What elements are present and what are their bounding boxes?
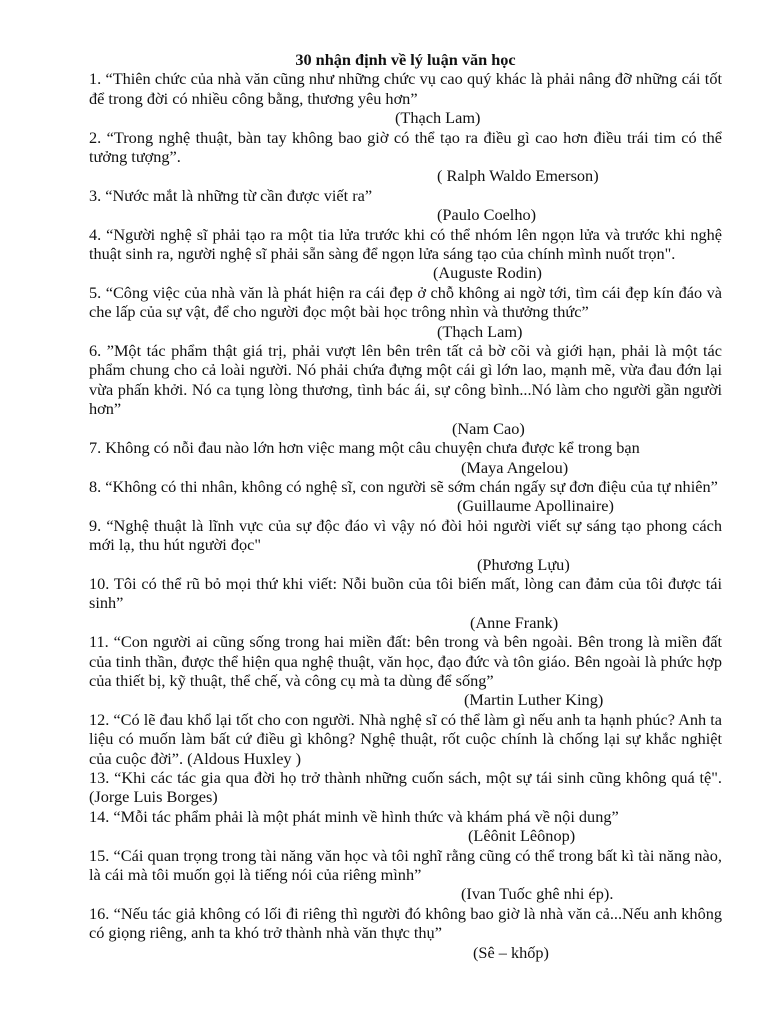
quote-author: ( Ralph Waldo Emerson) [437,166,599,186]
quote-text: 12. “Có lẽ đau khổ lại tốt cho con người. Nhà nghệ sĩ có thể làm gì nếu anh ta hạnh phúc? Anh ta liệu có muốn làm bất cứ điều gì không? Nghệ thuật, rốt cuộc chính là chống lại sự khắc nghiệt của cuộc đời”. (Aldous Huxley ) [89,709,722,768]
quote-author: (Ivan Tuốc ghê nhi ép). [461,884,614,904]
quote-text: 2. “Trong nghệ thuật, bàn tay không bao giờ có thể tạo ra điều gì cao hơn điều trái tim có thể tưởng tượng”. [89,127,722,167]
quote-text: 14. “Mỗi tác phẩm phải là một phát minh về hình thức và khám phá về nội dung” [89,806,619,826]
quote-author: (Nam Cao) [452,418,525,438]
document-title: 30 nhận định về lý luận văn học [295,50,516,69]
quote-author: (Lêônit Lêônop) [468,826,576,846]
quote-author: (Sê – khốp) [473,942,549,962]
quote-text: 7. Không có nỗi đau nào lớn hơn việc mang một câu chuyện chưa được kể trong bạn [89,438,640,458]
quote-author: (Maya Angelou) [461,457,569,477]
quote-author: (Thạch Lam) [395,108,481,128]
quote-text: 9. “Nghệ thuật là lĩnh vực của sự độc đáo vì vậy nó đòi hỏi người viết sự sáng tạo phong cách mới lạ, thu hút người đọc" [89,515,722,555]
quote-text: 13. “Khi các tác gia qua đời họ trở thành những cuốn sách, một sự tái sinh cũng không quá tệ". (Jorge Luis Borges) [89,768,722,807]
quote-author: (Martin Luther King) [464,690,604,710]
quote-text: 6. ”Một tác phẩm thật giá trị, phải vượt lên bên trên tất cả bờ cõi và giới hạn, phải là một tác phẩm chung cho cả loài người. Nó phải chứa đựng một cái gì lớn lao, mạnh mẽ, vừa đau đớn lại vừa phấn khởi. Nó ca tụng lòng thương, tình bác ái, sự công bình...Nó làm cho người gần người hơn” [89,341,722,419]
quote-author: (Paulo Coelho) [437,205,537,225]
quote-text: 10. Tôi có thể rũ bỏ mọi thứ khi viết: Nỗi buồn của tôi biến mất, lòng can đảm của tôi được tái sinh” [89,573,722,613]
quote-text: 1. “Thiên chức của nhà văn cũng như những chức vụ cao quý khác là phải nâng đỡ những cái tốt để trong đời có nhiều công bằng, thương yêu hơn” [89,69,722,108]
quote-author: (Phương Lựu) [477,554,570,574]
quote-author: (Guillaume Apollinaire) [457,496,614,516]
quote-text: 11. “Con người ai cũng sống trong hai miền đất: bên trong và bên ngoài. Bên trong là miền đất của tinh thần, được thể hiện qua nghệ thuật, văn học, đạo đức và tôn giáo. Bên ngoài là phức hợp của thiết bị, kỹ thuật, thể chế, và công cụ mà ta dùng để sống” [89,632,722,690]
quote-author: (Anne Frank) [470,612,559,632]
quote-author: (Thạch Lam) [437,321,523,341]
quote-text: 5. “Công việc của nhà văn là phát hiện ra cái đẹp ở chỗ không ai ngờ tới, tìm cái đẹp kín đáo và che lấp của sự vật, để cho người đọc một bài học trông nhìn và thưởng thức” [89,282,722,322]
quote-text: 15. “Cái quan trọng trong tài năng văn học và tôi nghĩ rằng cũng có thể trong bất kì tài năng nào, là cái mà tôi muốn gọi là tiếng nói của riêng mình” [89,845,722,885]
quote-text: 16. “Nếu tác giả không có lối đi riêng thì người đó không bao giờ là nhà văn cả...Nếu anh không có giọng riêng, anh ta khó trở thành nhà văn thực thụ” [89,903,722,943]
quote-text: 3. “Nước mắt là những từ cần được viết ra” [89,185,373,205]
quote-text: 8. “Không có thi nhân, không có nghệ sĩ, con người sẽ sớm chán ngấy sự đơn điệu của tự nhiên” [89,476,718,496]
quote-author: (Auguste Rodin) [433,263,542,283]
quote-text: 4. “Người nghệ sĩ phải tạo ra một tia lửa trước khi có thể nhóm lên ngọn lửa và trước khi nghệ thuật sinh ra, người nghệ sĩ phải sẵn sàng để ngọn lửa sáng tạo của chính mình nuốt trọn". [89,224,722,264]
document-page [89,50,722,962]
